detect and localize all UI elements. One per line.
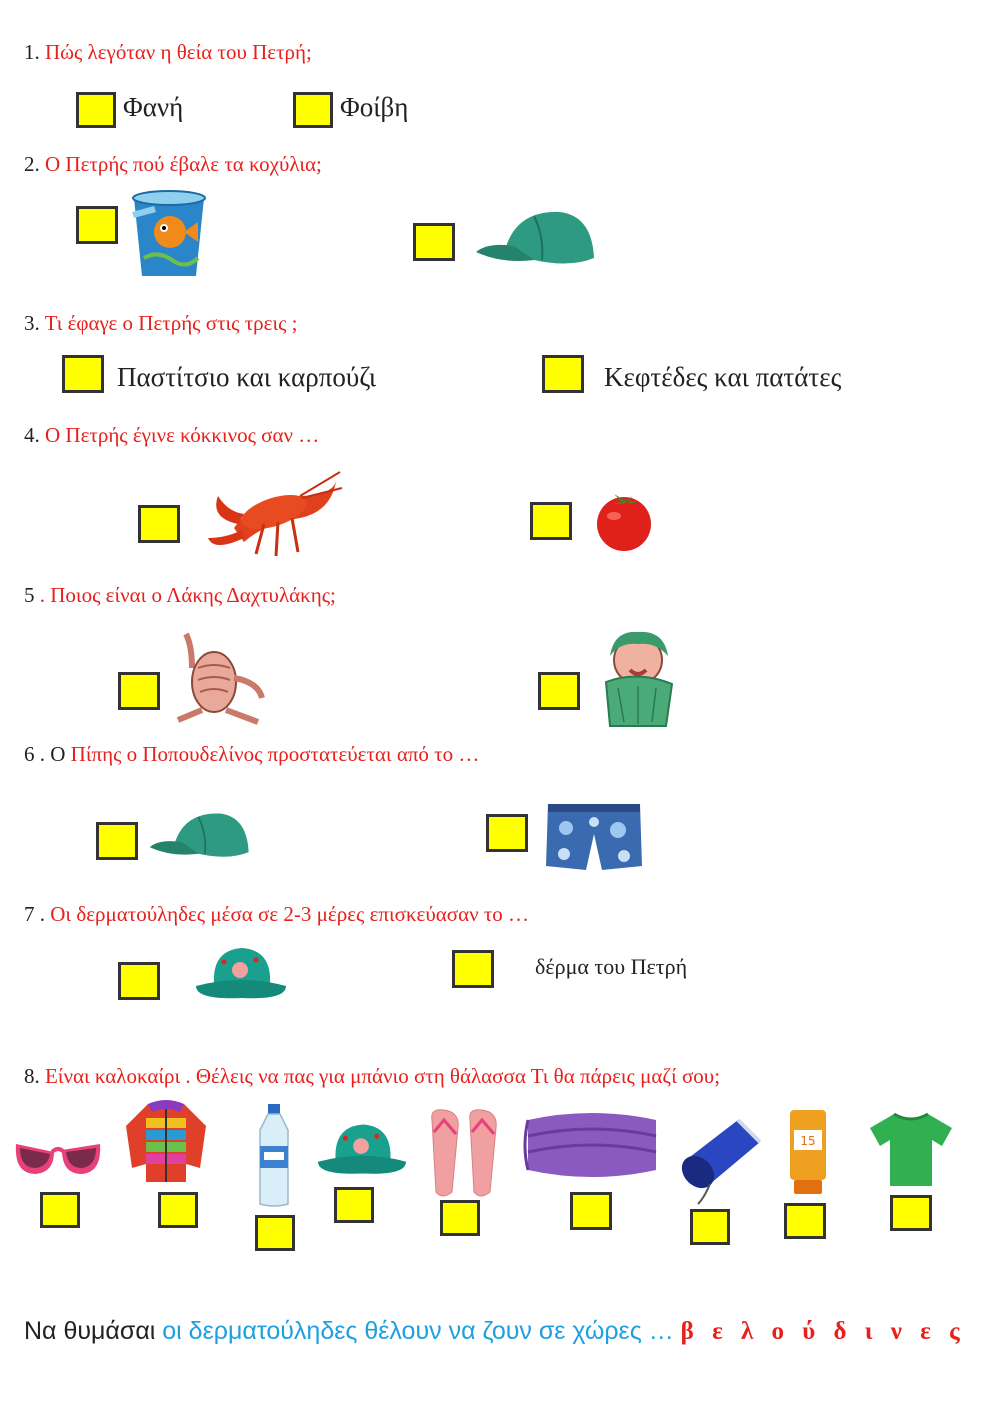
- question-text: . Ποιος είναι ο Λάκης Δαχτυλάκης;: [39, 583, 336, 607]
- question-text: Οι δερματούληδες μέσα σε 2-3 μέρες επισκεύασαν το …: [50, 902, 530, 926]
- cap-icon: [474, 206, 598, 274]
- footer-part-1: Να θυμάσαι: [24, 1317, 156, 1345]
- option-label-skin: δέρμα του Πετρή: [535, 954, 688, 979]
- option-label-pastitsio: Παστίτσιο και καρπούζι: [117, 362, 377, 392]
- checkbox-q8-flashlight[interactable]: [690, 1209, 730, 1245]
- question-number: 2.: [24, 152, 40, 176]
- bucket-hat-icon: [316, 1120, 408, 1178]
- checkbox-q8-towel[interactable]: [570, 1192, 612, 1230]
- question-number: 1.: [24, 40, 40, 64]
- sunscreen-icon: [786, 1110, 830, 1196]
- option-label-foivi: Φοίβη: [340, 92, 409, 122]
- swim-shorts-icon: [544, 800, 644, 872]
- checkbox-q2-bucket[interactable]: [76, 206, 118, 244]
- question-number: 7 .: [24, 902, 45, 926]
- checkbox-q5-character-1[interactable]: [118, 672, 160, 710]
- checkbox-q2-cap[interactable]: [413, 223, 455, 261]
- checkbox-q8-hat[interactable]: [334, 1187, 374, 1223]
- towel-icon: [522, 1106, 662, 1184]
- checkbox-q5-character-2[interactable]: [538, 672, 580, 710]
- checkbox-q4-tomato[interactable]: [530, 502, 572, 540]
- question-4: [24, 423, 319, 448]
- checkbox-q6-cap[interactable]: [96, 822, 138, 860]
- checkbox-q7-hat[interactable]: [118, 962, 160, 1000]
- checkbox-q1-foivi[interactable]: [293, 92, 333, 128]
- checkbox-q8-tshirt[interactable]: [890, 1195, 932, 1231]
- question-7: [24, 902, 529, 927]
- flip-flops-icon: [426, 1108, 502, 1200]
- checkbox-q8-sunscreen[interactable]: [784, 1203, 826, 1239]
- svg-text:15: 15: [800, 1134, 816, 1148]
- question-5: [24, 583, 336, 608]
- checkbox-q3-keftedes[interactable]: [542, 355, 584, 393]
- option-label-fani: Φανή: [123, 92, 184, 122]
- sunglasses-icon: [12, 1134, 104, 1182]
- question-text: Ο Πετρής πού έβαλε τα κοχύλια;: [45, 152, 322, 176]
- winter-jacket-icon: [124, 1098, 208, 1184]
- checkbox-q8-jacket[interactable]: [158, 1192, 198, 1228]
- question-8: [24, 1064, 720, 1089]
- bucket-icon: [128, 188, 210, 280]
- towel-character-icon: [594, 626, 682, 732]
- t-shirt-icon: [868, 1110, 954, 1188]
- question-number: 6 . Ο: [24, 742, 66, 766]
- lobster-icon: [204, 468, 344, 560]
- checkbox-q8-flipflops[interactable]: [440, 1200, 480, 1236]
- tomato-icon: [592, 490, 656, 552]
- question-1: [24, 40, 312, 65]
- question-text: Πίπης ο Ποπουδελίνος προστατεύεται από το …: [70, 742, 480, 766]
- question-number: 5: [24, 583, 35, 607]
- question-number: 3.: [24, 311, 40, 335]
- question-number: 8.: [24, 1064, 40, 1088]
- footer-reminder: [24, 1317, 966, 1346]
- question-text: Ο Πετρής έγινε κόκκινος σαν …: [45, 423, 320, 447]
- checkbox-q3-pastitsio[interactable]: [62, 355, 104, 393]
- checkbox-q8-water[interactable]: [255, 1215, 295, 1251]
- checkbox-q4-lobster[interactable]: [138, 505, 180, 543]
- flashlight-icon: [676, 1116, 764, 1208]
- cap-icon: [148, 804, 252, 870]
- bucket-hat-icon: [194, 944, 288, 1002]
- option-label-keftedes: Κεφτέδες και πατάτες: [604, 362, 842, 392]
- question-text: Είναι καλοκαίρι . Θέλεις να πας για μπάνιο στη θάλασσα Τι θα πάρεις μαζί σου;: [45, 1064, 721, 1088]
- question-number: 4.: [24, 423, 40, 447]
- question-3: [24, 311, 298, 336]
- cartoon-character-icon: [158, 628, 282, 730]
- question-6: [24, 742, 479, 767]
- checkbox-q1-fani[interactable]: [76, 92, 116, 128]
- question-text: Τι έφαγε ο Πετρής στις τρεις ;: [44, 311, 298, 335]
- checkbox-q6-shorts[interactable]: [486, 814, 528, 852]
- checkbox-q7-skin[interactable]: [452, 950, 494, 988]
- checkbox-q8-sunglasses[interactable]: [40, 1192, 80, 1228]
- water-bottle-icon: [254, 1104, 294, 1208]
- question-2: [24, 152, 322, 177]
- question-text: Πώς λεγόταν η θεία του Πετρή;: [45, 40, 312, 64]
- footer-part-2: οι δερματούληδες θέλουν να ζουν σε χώρες …: [162, 1317, 674, 1345]
- footer-part-3: β ε λ ο ύ δ ι ν ε ς: [680, 1318, 966, 1345]
